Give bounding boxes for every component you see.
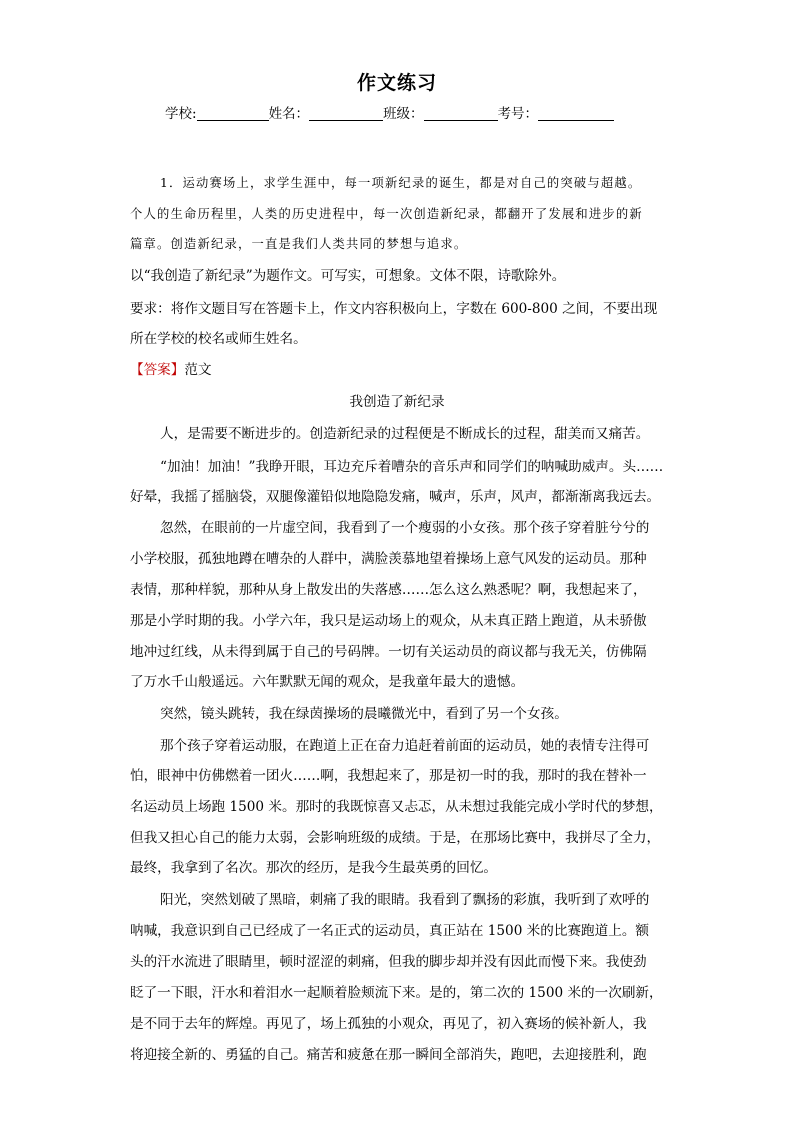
essay-line: 是不同于去年的辉煌。再见了，场上孤独的小观众，再见了，初入赛场的候补新人，我 xyxy=(130,1016,647,1032)
answer-label: 范文 xyxy=(184,362,212,378)
essay-line: 人，是需要不断进步的。创造新纪录的过程便是不断成长的过程，甜美而又痛苦。 xyxy=(160,426,650,442)
essay-line: 表情，那种样貌，那种从身上散发出的失落感……怎么这么熟悉呢？啊，我想起来了， xyxy=(130,582,647,598)
name-label: 姓名： xyxy=(268,106,310,122)
essay-line: 那是小学时期的我。小学六年，我只是运动场上的观众，从未真正踏上跑道，从未骄傲 xyxy=(130,613,647,629)
essay-line: 那个孩子穿着运动服，在跑道上正在奋力追赶着前面的运动员，她的表情专注得可 xyxy=(160,738,650,754)
question-prompt-line: 篇章。创造新纪录，一直是我们人类共同的梦想与追求。 xyxy=(130,237,468,251)
essay-line: 了万水千山般遥远。六年默默无闻的观众，是我童年最大的遗憾。 xyxy=(130,674,525,690)
essay-title: 我创造了新纪录 xyxy=(349,394,445,410)
essay-line: 眨了一下眼，汗水和着泪水一起顺着脸颊流下来。是的，第二次的 1500 米的一次刷新， xyxy=(130,985,663,1001)
essay-line: 小学校服，孤独地蹲在嘈杂的人群中，满脸羡慕地望着操场上意气风发的运动员。那种 xyxy=(130,551,647,567)
exam-no-blank xyxy=(538,106,614,121)
name-blank xyxy=(309,106,383,121)
class-label: 班级： xyxy=(383,106,424,122)
answer-heading xyxy=(130,358,212,378)
student-info-line xyxy=(165,102,645,122)
essay-line: 阳光，突然划破了黑暗，刺痛了我的眼睛。我看到了飘扬的彩旗，我听到了欢呼的 xyxy=(160,892,650,908)
essay-line: 最终，我拿到了名次。那次的经历，是我今生最英勇的回忆。 xyxy=(130,860,498,876)
essay-line: 突然，镜头跳转，我在绿茵操场的晨曦微光中，看到了另一个女孩。 xyxy=(160,706,568,722)
question-instruction: 以“我创造了新纪录”为题作文。可写实，可想象。文体不限，诗歌除外。 xyxy=(130,268,566,284)
essay-line: 但我又担心自己的能力太弱，会影响班级的成绩。于是，在那场比赛中，我拼尽了全力， xyxy=(130,830,661,846)
essay-line: “加油！加油！”我睁开眼，耳边充斥着嘈杂的音乐声和同学们的呐喊助威声。头…… xyxy=(160,459,664,475)
essay-line: 将迎接全新的、勇猛的自己。痛苦和疲惫在那一瞬间全部消失，跑吧，去迎接胜利，跑 xyxy=(130,1047,647,1063)
answer-tag: 【答案】 xyxy=(130,362,185,378)
question-prompt-line: 1．运动赛场上，求学生涯中，每一项新纪录的诞生，都是对自己的突破与超越。 xyxy=(160,176,642,190)
question-requirement-line: 要求：将作文题目写在答题卡上，作文内容积极向上，字数在 600-800 之间，不要出现 xyxy=(130,301,658,317)
exam-no-label: 考号： xyxy=(497,106,539,122)
essay-line: 地冲过红线，从未得到属于自己的号码牌。一切有关运动员的商议都与我无关，仿佛隔 xyxy=(130,644,647,660)
question-prompt-line: 个人的生命历程里，人类的历史进程中，每一次创造新纪录，都翻开了发展和进步的新 xyxy=(130,207,643,221)
essay-line: 好晕，我摇了摇脑袋，双腿像灌铅似地隐隐发痛，喊声，乐声，风声，都渐渐离我远去。 xyxy=(130,489,661,505)
essay-line: 忽然，在眼前的一片虚空间，我看到了一个瘦弱的小女孩。那个孩子穿着脏兮兮的 xyxy=(160,520,650,536)
class-blank xyxy=(424,106,498,121)
essay-line: 名运动员上场跑 1500 米。那时的我既惊喜又忐忑，从未想过我能完成小学时代的梦想， xyxy=(130,799,663,815)
school-blank xyxy=(197,106,269,121)
essay-line: 怕，眼神中仿佛燃着一团火……啊，我想起来了，那是初一时的我，那时的我在替补一 xyxy=(130,768,647,784)
document-title: 作文练习 xyxy=(356,72,437,94)
school-label: 学校: xyxy=(165,106,197,122)
question-requirement-line: 所在学校的校名或师生姓名。 xyxy=(130,331,307,347)
essay-line: 呐喊，我意识到自己已经成了一名正式的运动员，真正站在 1500 米的比赛跑道上。额 xyxy=(130,923,650,939)
essay-line: 头的汗水流进了眼睛里，顿时涩涩的刺痛，但我的脚步却并没有因此而慢下来。我使劲 xyxy=(130,954,647,970)
